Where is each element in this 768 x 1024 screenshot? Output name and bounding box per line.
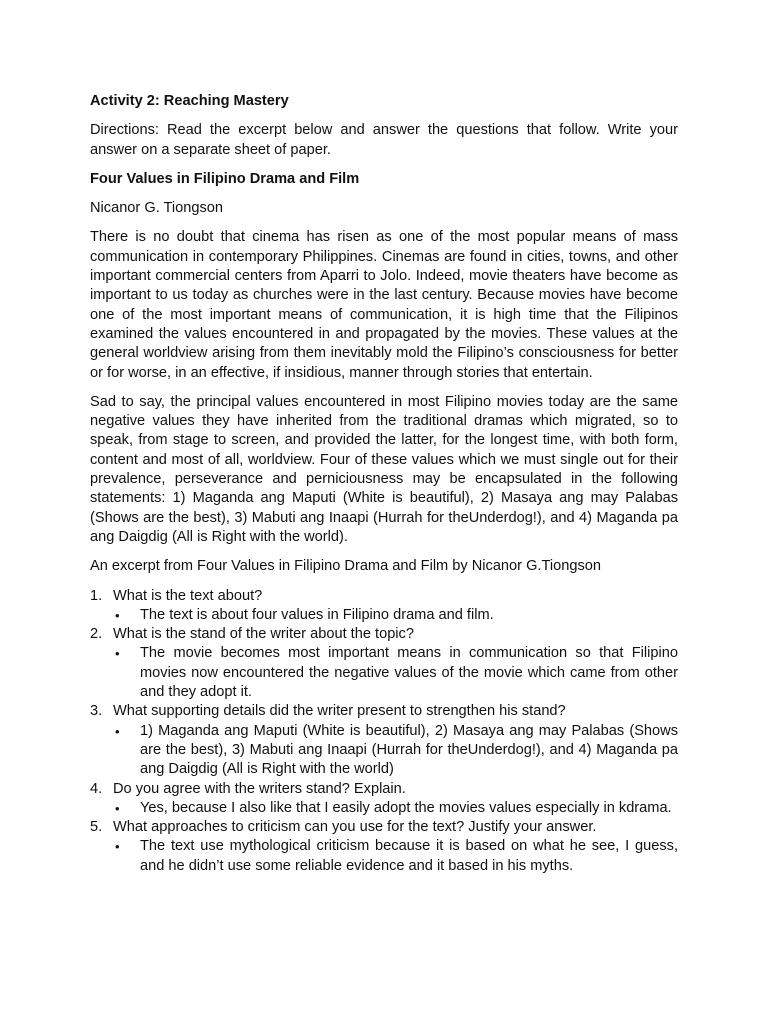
answer-list <box>113 644 678 702</box>
question-number: 3. <box>90 703 103 720</box>
answer-text: The text use mythological criticism because it is based on what he see, I guess, and he didn’t use some reliable evidence and it based in his myths. <box>140 838 678 874</box>
bullet-icon: • <box>115 723 120 739</box>
question-text: What is the stand of the writer about the topic? <box>113 626 414 643</box>
excerpt-paragraph: There is no doubt that cinema has risen as one of the most popular means of mass communication in contemporary Philippines. Cinemas are found in cities, towns, and other important commercial centers from Aparri to Jolo. Indeed, movie theaters have become as important to us today as churches were in the last century. Because movies have become one of the most important means of communication, it is high time that the Filipinos examined the values encountered in and propagated by the movies. These values at the general worldview arising from them inevitably mold the Filipino’s consciousness for better or for worse, in an effective, if insidious, manner through stories that entertain. <box>90 229 678 381</box>
author-name: Nicanor G. Tiongson <box>90 200 224 217</box>
bullet-icon: • <box>115 800 120 816</box>
answer-list <box>113 799 678 818</box>
question-item <box>90 702 678 779</box>
question-text: What approaches to criticism can you use for the text? Justify your answer. <box>113 819 597 836</box>
activity-title: Activity 2: Reaching Mastery <box>90 93 289 109</box>
answer-list <box>113 837 678 876</box>
excerpt-paragraph: Sad to say, the principal values encountered in most Filipino movies today are the same negative values they have inherited from the traditional dramas which migrated, so to speak, from stage to screen, and provided the latter, for the longest time, with both form, content and most of all, worldview. Four of these values which we must single out for their prevalence, perseverance and perniciousness may be encapsulated in the following statements: 1) Maganda ang Maputi (White is beautiful), 2) Masaya ang may Palabas (Shows are the best), 3) Mabuti ang Inaapi (Hurrah for theUnderdog!), and 4) Maganda pa ang Daigdig (All is Right with the world). <box>90 393 678 545</box>
question-number: 2. <box>90 626 103 643</box>
answer-item <box>113 644 678 702</box>
document-page <box>90 92 678 876</box>
question-item <box>90 780 678 819</box>
answer-text: The text is about four values in Filipino drama and film. <box>140 606 494 623</box>
answer-list <box>113 606 678 625</box>
essay-title: Four Values in Filipino Drama and Film <box>90 170 360 187</box>
answer-text: Yes, because I also like that I easily adopt the movies values especially in kdrama. <box>140 799 672 816</box>
answer-item <box>113 837 678 876</box>
answer-text: 1) Maganda ang Maputi (White is beautiful), 2) Masaya ang may Palabas (Shows are the best), 3) Mabuti ang Inaapi (Hurrah for theUnderdog!), and 4) Maganda pa ang Daigdig (All is Right with the world) <box>140 722 678 778</box>
question-list <box>90 587 678 876</box>
question-number: 4. <box>90 780 103 797</box>
answer-item <box>113 606 678 625</box>
source-note: An excerpt from Four Values in Filipino Drama and Film by Nicanor G.Tiongson <box>90 558 601 575</box>
question-item <box>90 818 678 876</box>
bullet-icon: • <box>115 646 120 662</box>
bullet-icon: • <box>115 839 120 855</box>
answer-item <box>113 722 678 780</box>
question-text: What supporting details did the writer present to strengthen his stand? <box>113 703 566 720</box>
question-text: What is the text about? <box>113 587 263 604</box>
directions-text: Directions: Read the excerpt below and answer the questions that follow. Write your answer on a separate sheet of paper. <box>90 122 678 158</box>
question-number: 1. <box>90 587 103 604</box>
answer-item <box>113 799 678 818</box>
bullet-icon: • <box>115 607 120 623</box>
question-item <box>90 587 678 626</box>
answer-text: The movie becomes most important means in communication so that Filipino movies now encountered the negative values of the movie which came from other and they adopt it. <box>140 645 678 701</box>
answer-list <box>113 722 678 780</box>
question-text: Do you agree with the writers stand? Explain. <box>113 780 406 797</box>
question-number: 5. <box>90 819 103 836</box>
question-item <box>90 625 678 702</box>
